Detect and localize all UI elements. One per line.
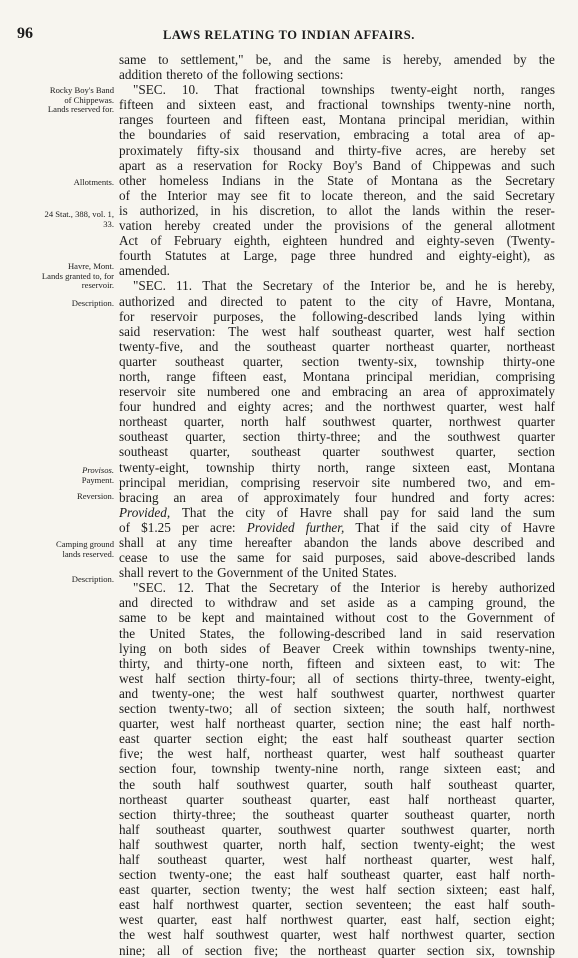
margin-note-line: Description. [71,574,114,584]
text-line: proximately fifty-six thousand and thirty-five acres, are hereby set [119,142,555,158]
text-line: thirty, and thirty-one north, fifteen and sixteen east, to wit: The [119,655,555,671]
text-line: vation hereby created under the provisions of the general allotment [119,218,555,234]
text-line: the west half southwest quarter, west half northwest quarter, section [119,927,555,943]
margin-note-line: Lands reserved for. [47,104,114,115]
text-line: twenty-five, and the southeast quarter northeast quarter, northeast [119,338,555,354]
text-line: east half northwest quarter, section seventeen; the east half south- [119,897,555,913]
text-line: same to be kept and maintained without cost to the Government of [119,610,555,626]
text-line: half southeast quarter, southwest quarter southwest quarter, north [119,821,555,837]
margin-note-line: Lands granted to, for [41,270,114,281]
text-line: and twenty-one; the west half southwest quarter, northwest quarter [119,685,555,701]
margin-note-line: Provisos. [82,465,114,475]
text-line: fourth Statutes at Large, page three hundred and eighty-eight), as [119,248,555,264]
text-line: of $1.25 per acre: Provided further, That if the said city of Havre [119,519,555,535]
text-line: other homeless Indians in the State of Montana as the Secretary [119,172,555,188]
text-line: west half section thirty-four; all of sections thirty-three, twenty-eight, [119,670,555,686]
text-line: is authorized, in his discretion, to allot the lands within the reser- [119,202,555,218]
text-line: nine; all of section five; the northeast quarter section six, township [119,942,555,958]
text-line: section four, township twenty-nine north, range sixteen east; and [119,761,555,777]
margin-note-line: lands reserved. [62,548,114,559]
margin-note [6,262,114,291]
text-line: cease to use the same for said purposes, said above-described lands [119,550,555,566]
text-line: apart as a reservation for Rocky Boy's Band of Chippewas and such [119,157,555,173]
margin-note [6,299,114,309]
text-line: of the Interior may see fit to locate thereon, and the said Secretary [119,187,555,203]
text-line: the United States, the following-described land in said reservation [119,625,555,641]
text-line: "SEC. 10. That fractional townships twenty-eight north, ranges [133,82,555,98]
text-line: bracing an area of approximately four hundred and forty acres: [119,489,555,505]
text-line: west quarter, east half northwest quarter, east half, section eight; [119,912,555,928]
text-line: "SEC. 12. That the Secretary of the Interior is hereby authorized [133,580,555,596]
text-line: north, range fifteen east, Montana principal meridian, comprising [119,368,555,384]
text-line: section twenty-one; the east half southeast quarter, east half north- [119,867,555,883]
margin-note-line: 24 Stat., 388, vol. 1, [44,209,114,219]
text-line: northeast quarter southeast quarter, east half northeast quarter, [119,791,555,807]
text-line: four hundred and eighty acres; and the northwest quarter, west half [119,399,555,415]
text-line: northeast quarter, north half southwest quarter, northwest quarter [119,414,555,430]
margin-note-line: 33. [103,218,114,229]
text-line: shall at any time hereafter abandon the lands above described and [119,535,555,550]
text-line: east quarter section eight; the east half southeast quarter section [119,731,555,747]
text-line: and directed to withdraw and set aside as a camping ground, the [119,595,555,611]
text-line: same to settlement," be, and the same is hereby, amended by the [119,52,555,67]
text-line: Provided, That the city of Havre shall pay for said land the sum [119,504,555,520]
margin-note [6,210,114,229]
text-line: east quarter, section twenty; the west half section sixteen; east half, [119,882,555,898]
text-line: addition thereto of the following sections: [119,67,344,83]
text-line: reservoir site numbered one and embracing an area of approximately [119,384,555,400]
margin-note-line: Camping ground [55,539,114,549]
text-line: lying on both sides of Beaver Creek within townships twenty-nine, [119,640,555,656]
margin-note [6,178,114,188]
margin-note [6,540,114,559]
text-line: authorized and directed to patent to the city of Havre, Montana, [119,293,555,309]
text-line: southeast quarter, section thirty-three; and the southwest quarter [119,429,555,445]
text-line: shall revert to the Government of the United States. [119,565,397,581]
text-line: southeast quarter, southeast quarter southwest quarter, section [119,444,555,460]
margin-note [6,86,114,115]
running-title: LAWS RELATING TO INDIAN AFFAIRS. [162,28,415,42]
text-line: section twenty-two; all of section sixteen; the south half, northwest [119,701,555,717]
margin-note-line: of Chippewas. [64,94,114,105]
text-line: five; the west half, northeast quarter, west half southeast quarter [119,746,555,762]
margin-note [6,466,114,485]
text-line: half southeast quarter, west half northeast quarter, west half, [119,851,555,867]
margin-note [6,492,114,502]
text-line: ranges fourteen and fifteen east, Montana principal meridian, within [119,112,555,128]
text-line: the south half southwest quarter, south half southeast quarter, [119,776,555,792]
text-line: "SEC. 11. That the Secretary of the Interior be, and he is hereby, [133,278,555,294]
margin-note-line: reservoir. [81,280,114,291]
page-number: 96 [17,25,33,42]
margin-note-line: Description. [71,298,114,308]
text-line: for reservoir purposes, the following-described lands lying within [119,308,555,324]
margin-note-line: Reversion. [77,491,114,501]
text-line: said reservation: The west half southeast quarter, west half section [119,323,555,339]
text-line: half southwest quarter, north half, section twenty-eight; the west [119,836,555,852]
margin-note-line: Havre, Mont. [67,261,114,271]
text-line: quarter southeast quarter, section twenty-six, township thirty-one [119,353,555,369]
margin-note-line: Allotments. [73,177,114,187]
text-line: fifteen and sixteen east, and fractional townships twenty-nine north, [119,97,555,113]
text-line: twenty-eight, township thirty north, range sixteen east, Montana [119,459,555,475]
text-line: section thirty-three; the southeast quarter southeast quarter, north [119,806,555,822]
text-line: principal meridian, comprising reservoir site numbered two, and em- [119,474,555,490]
margin-note-line: Payment. [81,474,114,485]
text-line: amended. [119,263,170,279]
text-line: the boundaries of said reservation, embracing a total area of ap- [119,127,555,143]
text-line: quarter, west half northeast quarter, section nine; the east half north- [119,716,555,732]
text-line: Act of February eighth, eighteen hundred and eighty-seven (Twenty- [119,233,555,249]
body-text [119,52,555,958]
margin-note [6,575,114,585]
margin-note-line: Rocky Boy's Band [49,85,114,95]
